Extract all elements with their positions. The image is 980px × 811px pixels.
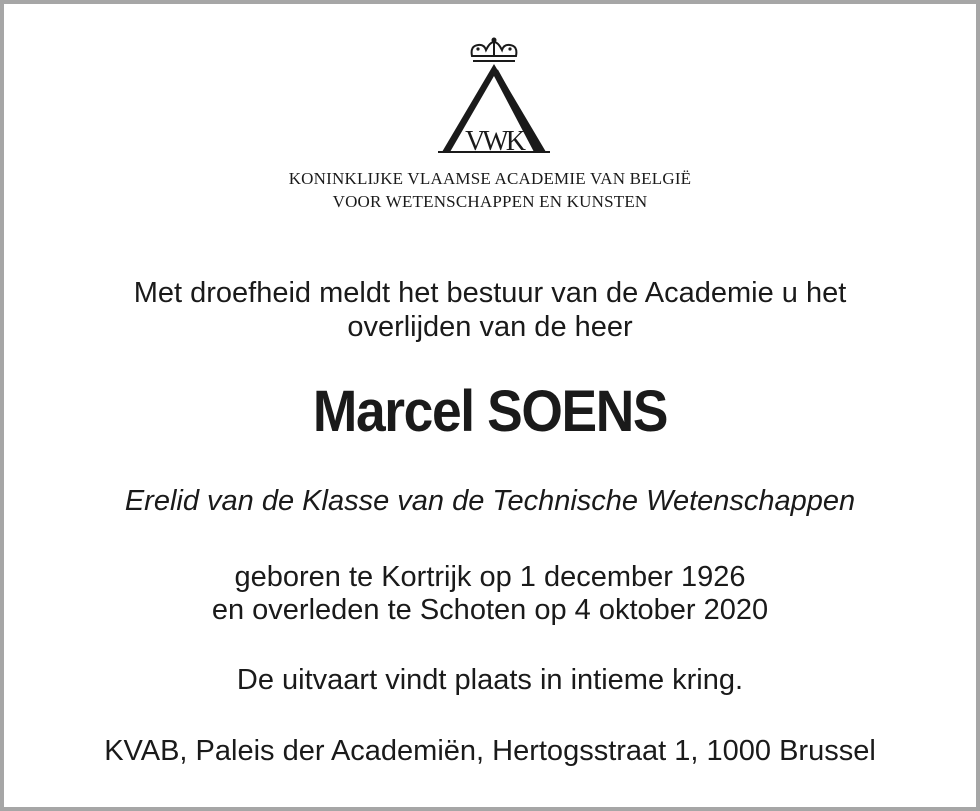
- honorary-title: Erelid van de Klasse van de Technische Wetenschappen: [124, 485, 856, 517]
- logo-monogram: VWK: [465, 126, 523, 157]
- org-name-line1: KONINKLIJKE VLAAMSE ACADEMIE VAN BELGIË: [288, 169, 692, 188]
- death-line: en overleden te Schoten op 4 oktober 2020: [211, 594, 769, 626]
- crown-triangle-emblem-icon: [434, 36, 554, 160]
- funeral-note: De uitvaart vindt plaats in intieme kring.: [236, 664, 744, 696]
- intro-line1: Met droefheid meldt het bestuur van de Academie u het: [133, 277, 847, 309]
- academy-address: KVAB, Paleis der Academiën, Hertogsstraat 1, 1000 Brussel: [104, 735, 876, 767]
- intro-line2: overlijden van de heer: [347, 311, 633, 343]
- deceased-name: Marcel SOENS: [312, 379, 668, 444]
- birth-line: geboren te Kortrijk op 1 december 1926: [234, 561, 746, 593]
- org-name-line2: VOOR WETENSCHAPPEN EN KUNSTEN: [332, 192, 648, 211]
- academy-logo: [434, 36, 554, 160]
